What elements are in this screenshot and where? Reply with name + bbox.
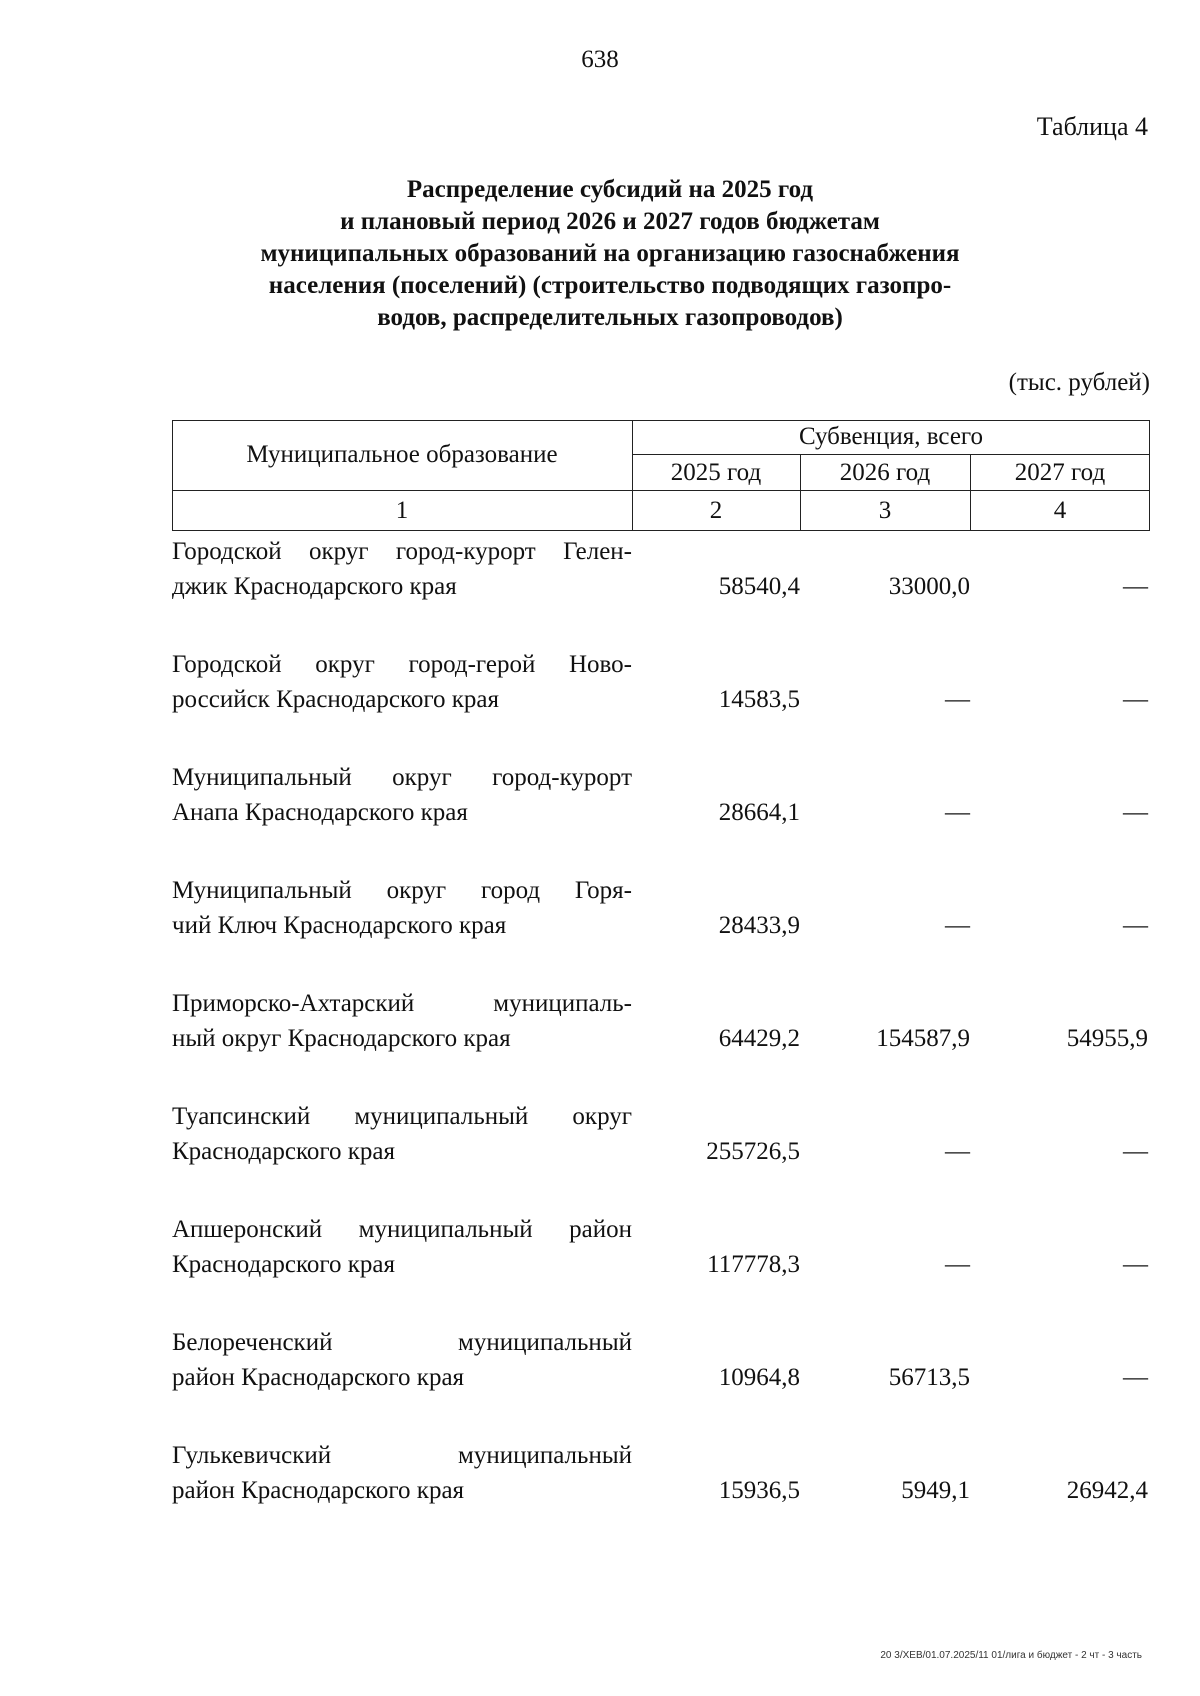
municipality-name: Белореченский муниципальный район Краснодарского края (172, 1329, 632, 1391)
municipality-name: Муниципальный округ город Горя- чий Ключ Краснодарского края (172, 877, 632, 939)
table-row (172, 534, 1150, 647)
page-number: 638 (581, 46, 619, 73)
table-row (172, 1099, 1150, 1212)
value-2026: 154587,9 (876, 1025, 970, 1052)
municipality-name: Туапсинский муниципальный округ Краснодарского края (172, 1103, 632, 1165)
value-2025: 28664,1 (718, 799, 800, 826)
value-2027: — (1123, 573, 1148, 600)
table-body (172, 534, 1150, 1551)
table-row (172, 760, 1150, 873)
value-2026: 33000,0 (888, 573, 970, 600)
header-group-rule (632, 454, 1150, 455)
header-municipality: Муниципальное образование (246, 441, 558, 468)
table-label: Таблица 4 (1036, 112, 1148, 141)
table-row (172, 873, 1150, 986)
value-2027: 54955,9 (1066, 1025, 1148, 1052)
table-header (172, 420, 1150, 532)
title-line: Распределение субсидий на 2025 год (406, 176, 814, 203)
value-2025: 64429,2 (718, 1025, 800, 1052)
header-year-2026: 2026 год (839, 459, 931, 486)
header-year-2025: 2025 год (670, 459, 762, 486)
title-line: населения (поселений) (строительство подводящих газопро- (268, 272, 952, 299)
value-2027: — (1123, 1138, 1148, 1165)
table-row (172, 647, 1150, 760)
value-2025: 28433,9 (718, 912, 800, 939)
table-row (172, 986, 1150, 1099)
municipality-name: Муниципальный округ город-курорт Анапа Краснодарского края (172, 764, 632, 826)
municipality-name: Гулькевичский муниципальный район Краснодарского края (172, 1442, 632, 1504)
table-row (172, 1325, 1150, 1438)
title-line: водов, распределительных газопроводов) (377, 304, 843, 331)
header-subvention-total: Субвенция, всего (798, 423, 984, 450)
header-year-2027: 2027 год (1014, 459, 1106, 486)
value-2025: 58540,4 (718, 573, 800, 600)
value-2027: — (1123, 686, 1148, 713)
document-title (180, 174, 1040, 334)
value-2027: — (1123, 912, 1148, 939)
value-2027: — (1123, 1364, 1148, 1391)
table-row (172, 1212, 1150, 1325)
value-2025: 255726,5 (706, 1138, 800, 1165)
value-2026: — (945, 912, 970, 939)
value-2026: — (945, 799, 970, 826)
units-label: (тыс. рублей) (1008, 369, 1150, 396)
title-line: и плановый период 2026 и 2027 годов бюджетам (340, 208, 880, 235)
header-column-number: 3 (878, 497, 892, 524)
header-column-number: 4 (1053, 497, 1067, 524)
table-row (172, 1438, 1150, 1551)
value-2026: — (945, 1251, 970, 1278)
header-column-number: 1 (395, 497, 409, 524)
header-bottom-rule (172, 530, 1150, 531)
municipality-name: Приморско-Ахтарский муниципаль- ный округ Краснодарского края (172, 990, 632, 1052)
value-2027: — (1123, 799, 1148, 826)
title-line: муниципальных образований на организацию газоснабжения (260, 240, 960, 267)
municipality-name: Апшеронский муниципальный район Краснодарского края (172, 1216, 632, 1278)
value-2025: 10964,8 (718, 1364, 800, 1391)
value-2026: 56713,5 (888, 1364, 970, 1391)
value-2025: 14583,5 (718, 686, 800, 713)
header-numbers-rule (172, 490, 1150, 491)
value-2025: 15936,5 (718, 1477, 800, 1504)
municipality-name: Городской округ город-герой Ново- российск Краснодарского края (172, 651, 632, 713)
value-2027: 26942,4 (1066, 1477, 1148, 1504)
document-footer: 20 3/XEB/01.07.2025/11 01/лига и бюджет - 2 чт - 3 часть (880, 1650, 1142, 1661)
municipality-name: Городской округ город-курорт Гелен- джик Краснодарского края (172, 538, 632, 600)
value-2026: — (945, 686, 970, 713)
value-2026: 5949,1 (901, 1477, 970, 1504)
value-2027: — (1123, 1251, 1148, 1278)
value-2025: 117778,3 (707, 1251, 800, 1278)
value-2026: — (945, 1138, 970, 1165)
header-column-number: 2 (709, 497, 723, 524)
